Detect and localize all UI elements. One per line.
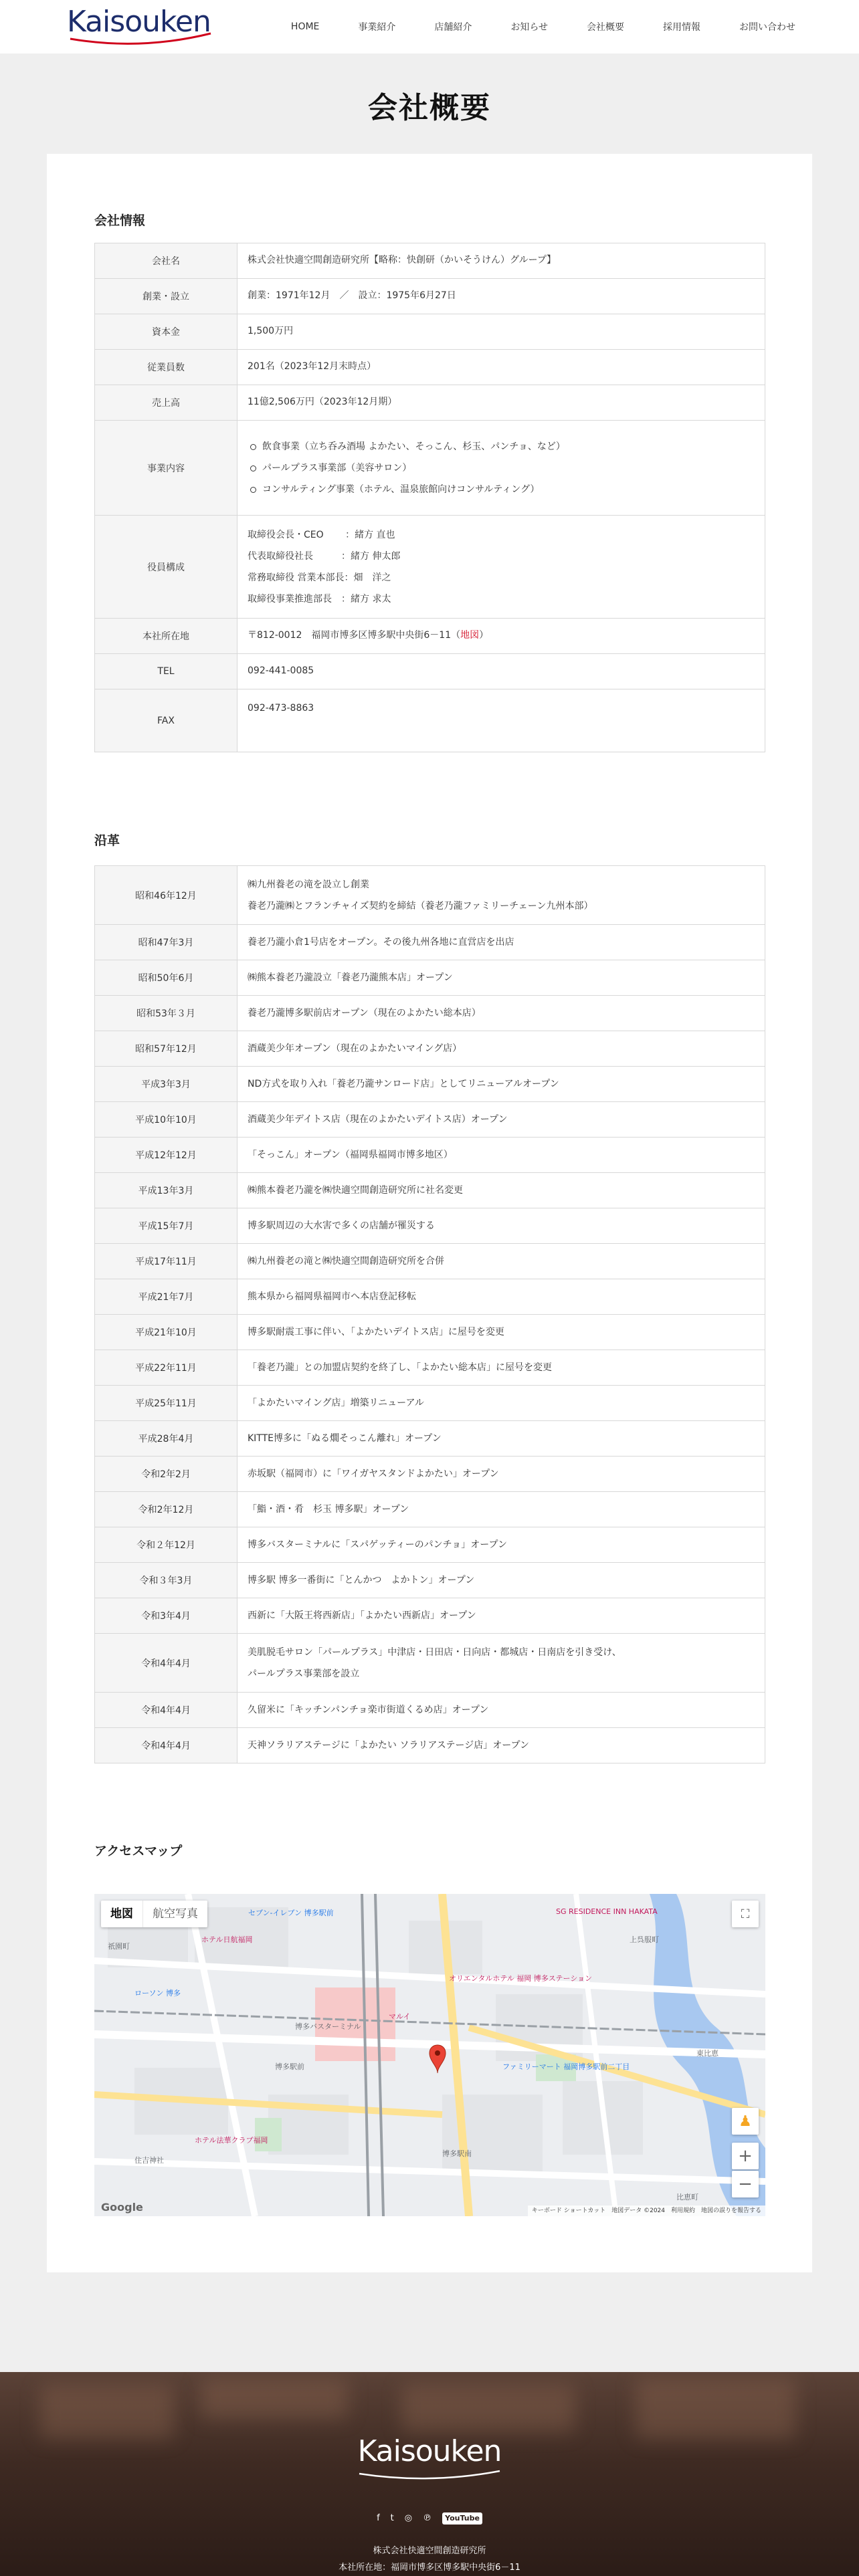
logo-swoosh-icon — [67, 31, 214, 47]
map-place-label[interactable]: オリエンタルホテル 福岡 博多ステーション — [449, 1974, 593, 1983]
history-row — [95, 1693, 765, 1728]
info-label: 創業・設立 — [95, 279, 237, 314]
info-value: 11億2,506万円（2023年12月期） — [237, 385, 765, 421]
info-label: 資本金 — [95, 314, 237, 350]
history-row — [95, 1350, 765, 1386]
map-link[interactable]: 地図 — [460, 630, 480, 641]
history-date: 平成10年10月 — [95, 1102, 237, 1138]
history-row — [95, 1634, 765, 1693]
history-text — [237, 1693, 765, 1728]
history-text — [237, 1421, 765, 1457]
history-row — [95, 1173, 765, 1208]
history-row — [95, 1208, 765, 1244]
site-header — [0, 0, 859, 53]
history-text-line: パールプラス事業部を設立 — [248, 1668, 360, 1679]
history-text-line: 「養老乃瀧」との加盟店契約を終了し、「よかたい総本店」に屋号を変更 — [248, 1362, 552, 1373]
history-date: 令和3年4月 — [95, 1598, 237, 1634]
info-label: FAX — [95, 689, 237, 752]
pinterest-icon[interactable]: ℗ — [423, 2513, 432, 2523]
history-text — [237, 866, 765, 925]
site-footer — [0, 2372, 859, 2576]
zoom-out-button[interactable]: − — [732, 2171, 759, 2197]
info-row — [95, 243, 765, 279]
history-text-line: ㈱九州養老の滝と㈱快適空間創造研究所を合併 — [248, 1256, 444, 1267]
history-text — [237, 1386, 765, 1421]
street-view-pegman-icon[interactable]: ♟ — [732, 2108, 759, 2135]
facebook-icon[interactable]: f — [377, 2513, 380, 2523]
history-date: 平成25年11月 — [95, 1386, 237, 1421]
info-label: 事業内容 — [95, 421, 237, 516]
history-row — [95, 925, 765, 960]
history-text-line: 天神ソラリアステージに「よかたい ソラリアステージ店」オープン — [248, 1740, 529, 1751]
history-text — [237, 1315, 765, 1350]
info-label: 売上高 — [95, 385, 237, 421]
history-date: 平成13年3月 — [95, 1173, 237, 1208]
info-row-business — [95, 421, 765, 516]
nav-item-3[interactable]: お知らせ — [510, 22, 548, 33]
history-row — [95, 1598, 765, 1634]
history-row — [95, 1315, 765, 1350]
history-row — [95, 1421, 765, 1457]
history-row — [95, 1067, 765, 1102]
map-type-satellite-button[interactable]: 航空写真 — [142, 1901, 207, 1927]
history-text — [237, 1138, 765, 1173]
officer-line: 代表取締役社長 ：緒方 伸太郎 — [248, 550, 401, 562]
history-text-line: 養老乃瀧㈱とフランチャイズ契約を締結（養老乃瀧ファミリーチェーン九州本部） — [248, 900, 593, 911]
officers-cell — [237, 516, 765, 619]
history-text — [237, 1634, 765, 1693]
history-date: 昭和53年３月 — [95, 996, 237, 1031]
history-date: 令和３年3月 — [95, 1563, 237, 1598]
history-row — [95, 1527, 765, 1563]
history-date: 平成12年12月 — [95, 1138, 237, 1173]
history-text-line: 「そっこん」オープン（福岡県福岡市博多地区） — [248, 1150, 453, 1160]
history-text — [237, 1598, 765, 1634]
map-place-label[interactable]: 上呉服町 — [630, 1935, 659, 1944]
google-logo: Google — [101, 2201, 143, 2214]
info-row — [95, 350, 765, 385]
history-row — [95, 996, 765, 1031]
business-list — [248, 436, 755, 500]
history-text-line: 赤坂駅（福岡市）に「ワイガヤスタンドよかたい」オープン — [248, 1469, 499, 1479]
access-map-heading: アクセスマップ — [94, 1844, 183, 1858]
history-date: 平成15年7月 — [95, 1208, 237, 1244]
map-place-label[interactable]: SG RESIDENCE INN HAKATA — [556, 1907, 658, 1916]
history-text-line: 養老乃瀧小倉1号店をオープン。その後九州各地に直営店を出店 — [248, 937, 514, 948]
map-place-label[interactable]: 比恵町 — [676, 2193, 698, 2202]
address-cell — [237, 619, 765, 654]
zoom-in-button[interactable]: + — [732, 2143, 759, 2169]
history-date: 昭和46年12月 — [95, 866, 237, 925]
history-text-line: ㈱九州養老の滝を設立し創業 — [248, 879, 369, 890]
footer-address: 本社所在地：福岡市博多区博多駅中央街6－11 — [339, 2563, 520, 2573]
history-text — [237, 1350, 765, 1386]
history-date: 令和4年4月 — [95, 1728, 237, 1763]
history-text-line: 美肌脱毛サロン「パールプラス」中津店・日田店・日向店・都城店・日南店を引き受け、 — [248, 1646, 622, 1658]
map-footer[interactable]: キーボード ショートカット 地図データ ©2024 利用規約 地図の誤りを報告する — [528, 2206, 765, 2216]
map-place-label[interactable]: セブン-イレブン 博多駅前 — [248, 1909, 334, 1917]
history-date: 平成28年4月 — [95, 1421, 237, 1457]
map-place-label[interactable]: 博多バスターミナル — [295, 2022, 361, 2031]
history-text-line: 酒蔵美少年デイトス店（現在のよかたいデイトス店）オープン — [248, 1114, 508, 1125]
history-text — [237, 1527, 765, 1563]
history-text-line: 酒蔵美少年オープン（現在のよかたいマイング店） — [248, 1043, 462, 1054]
info-value: 092-441-0085 — [237, 654, 765, 689]
history-text-line: 西新に「大阪王将西新店」「よかたい西新店」オープン — [248, 1610, 476, 1621]
nav-item-1[interactable]: 事業紹介 — [358, 22, 396, 33]
history-text-line: 博多駅耐震工事に伴い、「よかたいデイトス店」に屋号を変更 — [248, 1327, 504, 1337]
history-row — [95, 1728, 765, 1763]
history-text-line: 博多駅 博多一番街に「とんかつ よかトン」オープン — [248, 1575, 475, 1586]
history-text-line: ㈱熊本養老乃瀧を㈱快適空間創造研究所に社名変更 — [248, 1185, 463, 1196]
info-row-address — [95, 619, 765, 654]
footer-bg-shape — [401, 2385, 575, 2432]
history-date: 平成21年7月 — [95, 1279, 237, 1315]
info-value: 201名（2023年12月末時点） — [237, 350, 765, 385]
officer-line: 取締役会長・CEO ：緒方 直也 — [248, 529, 395, 540]
nav-item-5[interactable]: 採用情報 — [663, 22, 700, 33]
history-text-line: 養老乃瀧博多駅前店オープン（現在のよかたい総本店） — [248, 1008, 481, 1018]
history-text-line: 「よかたいマイング店」増築リニューアル — [248, 1398, 424, 1408]
info-label: 会社名 — [95, 243, 237, 279]
business-item: コンサルティング事業（ホテル、温泉旅館向けコンサルティング） — [248, 479, 755, 500]
info-value: 創業：1971年12月 ／ 設立：1975年6月27日 — [237, 279, 765, 314]
info-label: 本社所在地 — [95, 619, 237, 654]
history-text — [237, 1457, 765, 1492]
history-text — [237, 1031, 765, 1067]
history-date: 昭和57年12月 — [95, 1031, 237, 1067]
info-label: 従業員数 — [95, 350, 237, 385]
history-date: 令和2年12月 — [95, 1492, 237, 1527]
history-row — [95, 1138, 765, 1173]
history-date: 平成3年3月 — [95, 1067, 237, 1102]
nav-item-4[interactable]: 会社概要 — [587, 22, 624, 33]
history-text — [237, 996, 765, 1031]
history-text — [237, 1728, 765, 1763]
map-type-map-button[interactable]: 地図 — [110, 1907, 133, 1921]
officer-line: 取締役事業推進部長 ：緒方 求太 — [248, 593, 391, 605]
nav-item-2[interactable]: 店舗紹介 — [434, 22, 472, 33]
history-text-line: 「鮨・酒・肴 杉玉 博多駅」オープン — [248, 1504, 409, 1515]
history-row — [95, 1031, 765, 1067]
info-row — [95, 654, 765, 689]
map-canvas[interactable] — [94, 1894, 765, 2216]
nav-item-0[interactable]: HOME — [290, 21, 320, 32]
history-row — [95, 1386, 765, 1421]
history-text — [237, 1279, 765, 1315]
history-text-line: KITTE博多に「ぬる燗そっこん離れ」オープン — [248, 1433, 442, 1444]
logo-text: Kaisouken — [67, 5, 211, 39]
address-close: ） — [479, 630, 489, 641]
info-label: TEL — [95, 654, 237, 689]
map-place-label[interactable]: ローソン 博多 — [134, 1989, 181, 1998]
map-place-label[interactable]: ホテル法華クラブ福岡 — [195, 2136, 268, 2145]
map-place-label[interactable]: 祇園町 — [108, 1942, 130, 1951]
history-date: 平成17年11月 — [95, 1244, 237, 1279]
company-info-table — [94, 243, 765, 752]
map-place-label[interactable]: ファミリーマート 福岡博多駅前二丁目 — [502, 2062, 630, 2071]
info-row — [95, 385, 765, 421]
page-title: 会社概要 — [368, 91, 491, 125]
footer-bg-shape — [636, 2379, 796, 2439]
company-info-heading: 会社情報 — [94, 213, 146, 228]
map-place-label[interactable]: 博多駅南 — [442, 2149, 472, 2158]
info-value: 092-473-8863 — [237, 689, 765, 752]
footer-logo-swoosh-icon — [356, 2470, 503, 2482]
history-text-line: 久留米に「キッチンパンチョ楽市街道くるめ店」オープン — [248, 1705, 489, 1715]
twitter-icon[interactable]: t — [390, 2513, 394, 2523]
history-text-line: 博多駅周辺の大水害で多くの店舗が罹災する — [248, 1220, 435, 1231]
history-text — [237, 960, 765, 996]
history-date: 令和２年12月 — [95, 1527, 237, 1563]
history-text — [237, 1173, 765, 1208]
footer-bg-shape — [40, 2385, 174, 2439]
history-text — [237, 1208, 765, 1244]
map-type-control — [101, 1901, 207, 1927]
map-place-label[interactable]: 東比恵 — [696, 2049, 719, 2058]
history-row — [95, 960, 765, 996]
history-row — [95, 1563, 765, 1598]
history-date: 平成22年11月 — [95, 1350, 237, 1386]
history-row — [95, 1279, 765, 1315]
history-date: 令和4年4月 — [95, 1693, 237, 1728]
history-text — [237, 1563, 765, 1598]
history-text — [237, 925, 765, 960]
history-text — [237, 1067, 765, 1102]
map-place-label[interactable]: 住吉神社 — [134, 2156, 164, 2165]
business-item: 飲食事業（立ち呑み酒場 よかたい、そっこん、杉玉、パンチョ、など） — [248, 436, 755, 457]
history-table — [94, 865, 765, 1763]
history-row — [95, 1457, 765, 1492]
history-row — [95, 1102, 765, 1138]
info-row-officers — [95, 516, 765, 619]
info-value: 1,500万円 — [237, 314, 765, 350]
history-date: 昭和50年6月 — [95, 960, 237, 996]
history-row — [95, 866, 765, 925]
history-text-line: 博多バスターミナルに「スパゲッティーのパンチョ」オープン — [248, 1539, 507, 1550]
info-row-fax — [95, 689, 765, 752]
nav-item-6[interactable]: お問い合わせ — [739, 22, 795, 33]
officer-line: 常務取締役 営業本部長：畑 洋之 — [248, 572, 391, 583]
map-place-label[interactable]: ホテル日航福岡 — [201, 1935, 253, 1944]
access-map[interactable] — [94, 1894, 765, 2216]
history-row — [95, 1492, 765, 1527]
history-date: 昭和47年3月 — [95, 925, 237, 960]
fullscreen-icon[interactable]: ⛶ — [732, 1901, 759, 1927]
history-date: 令和2年2月 — [95, 1457, 237, 1492]
footer-logo[interactable] — [356, 2434, 503, 2480]
address-text: 〒812-0012 福岡市博多区博多駅中央街6－11（ — [248, 630, 461, 641]
footer-company-name: 株式会社快適空間創造研究所 — [373, 2546, 486, 2556]
history-date: 平成21年10月 — [95, 1315, 237, 1350]
social-links — [0, 2512, 859, 2525]
footer-bg-shape — [201, 2379, 348, 2419]
map-place-label[interactable]: 博多駅前 — [275, 2062, 304, 2071]
instagram-icon[interactable]: ◎ — [404, 2513, 413, 2523]
history-text — [237, 1102, 765, 1138]
map-place-label[interactable]: マルイ — [389, 2012, 411, 2021]
history-text-line: ND方式を取り入れ「養老乃瀧サンロード店」としてリニューアルオープン — [248, 1079, 559, 1089]
info-value: 株式会社快適空間創造研究所【略称：快創研（かいそうけん）グループ】 — [237, 243, 765, 279]
info-label: 役員構成 — [95, 516, 237, 619]
history-row — [95, 1244, 765, 1279]
info-row — [95, 314, 765, 350]
history-text-line: ㈱熊本養老乃瀧設立「養老乃瀧熊本店」オープン — [248, 972, 453, 983]
history-date: 令和4年4月 — [95, 1634, 237, 1693]
business-item: パールプラス事業部（美容サロン） — [248, 457, 755, 479]
kaisouken-logo[interactable] — [67, 4, 214, 47]
main-nav — [291, 0, 795, 53]
history-heading: 沿革 — [94, 833, 120, 848]
business-list-cell — [237, 421, 765, 516]
history-text-line: 熊本県から福岡県福岡市へ本店登記移転 — [248, 1291, 416, 1302]
footer-logo-text: Kaisouken — [357, 2434, 502, 2468]
youtube-icon[interactable]: YouTube — [442, 2512, 482, 2525]
history-text — [237, 1244, 765, 1279]
info-row — [95, 279, 765, 314]
history-text — [237, 1492, 765, 1527]
